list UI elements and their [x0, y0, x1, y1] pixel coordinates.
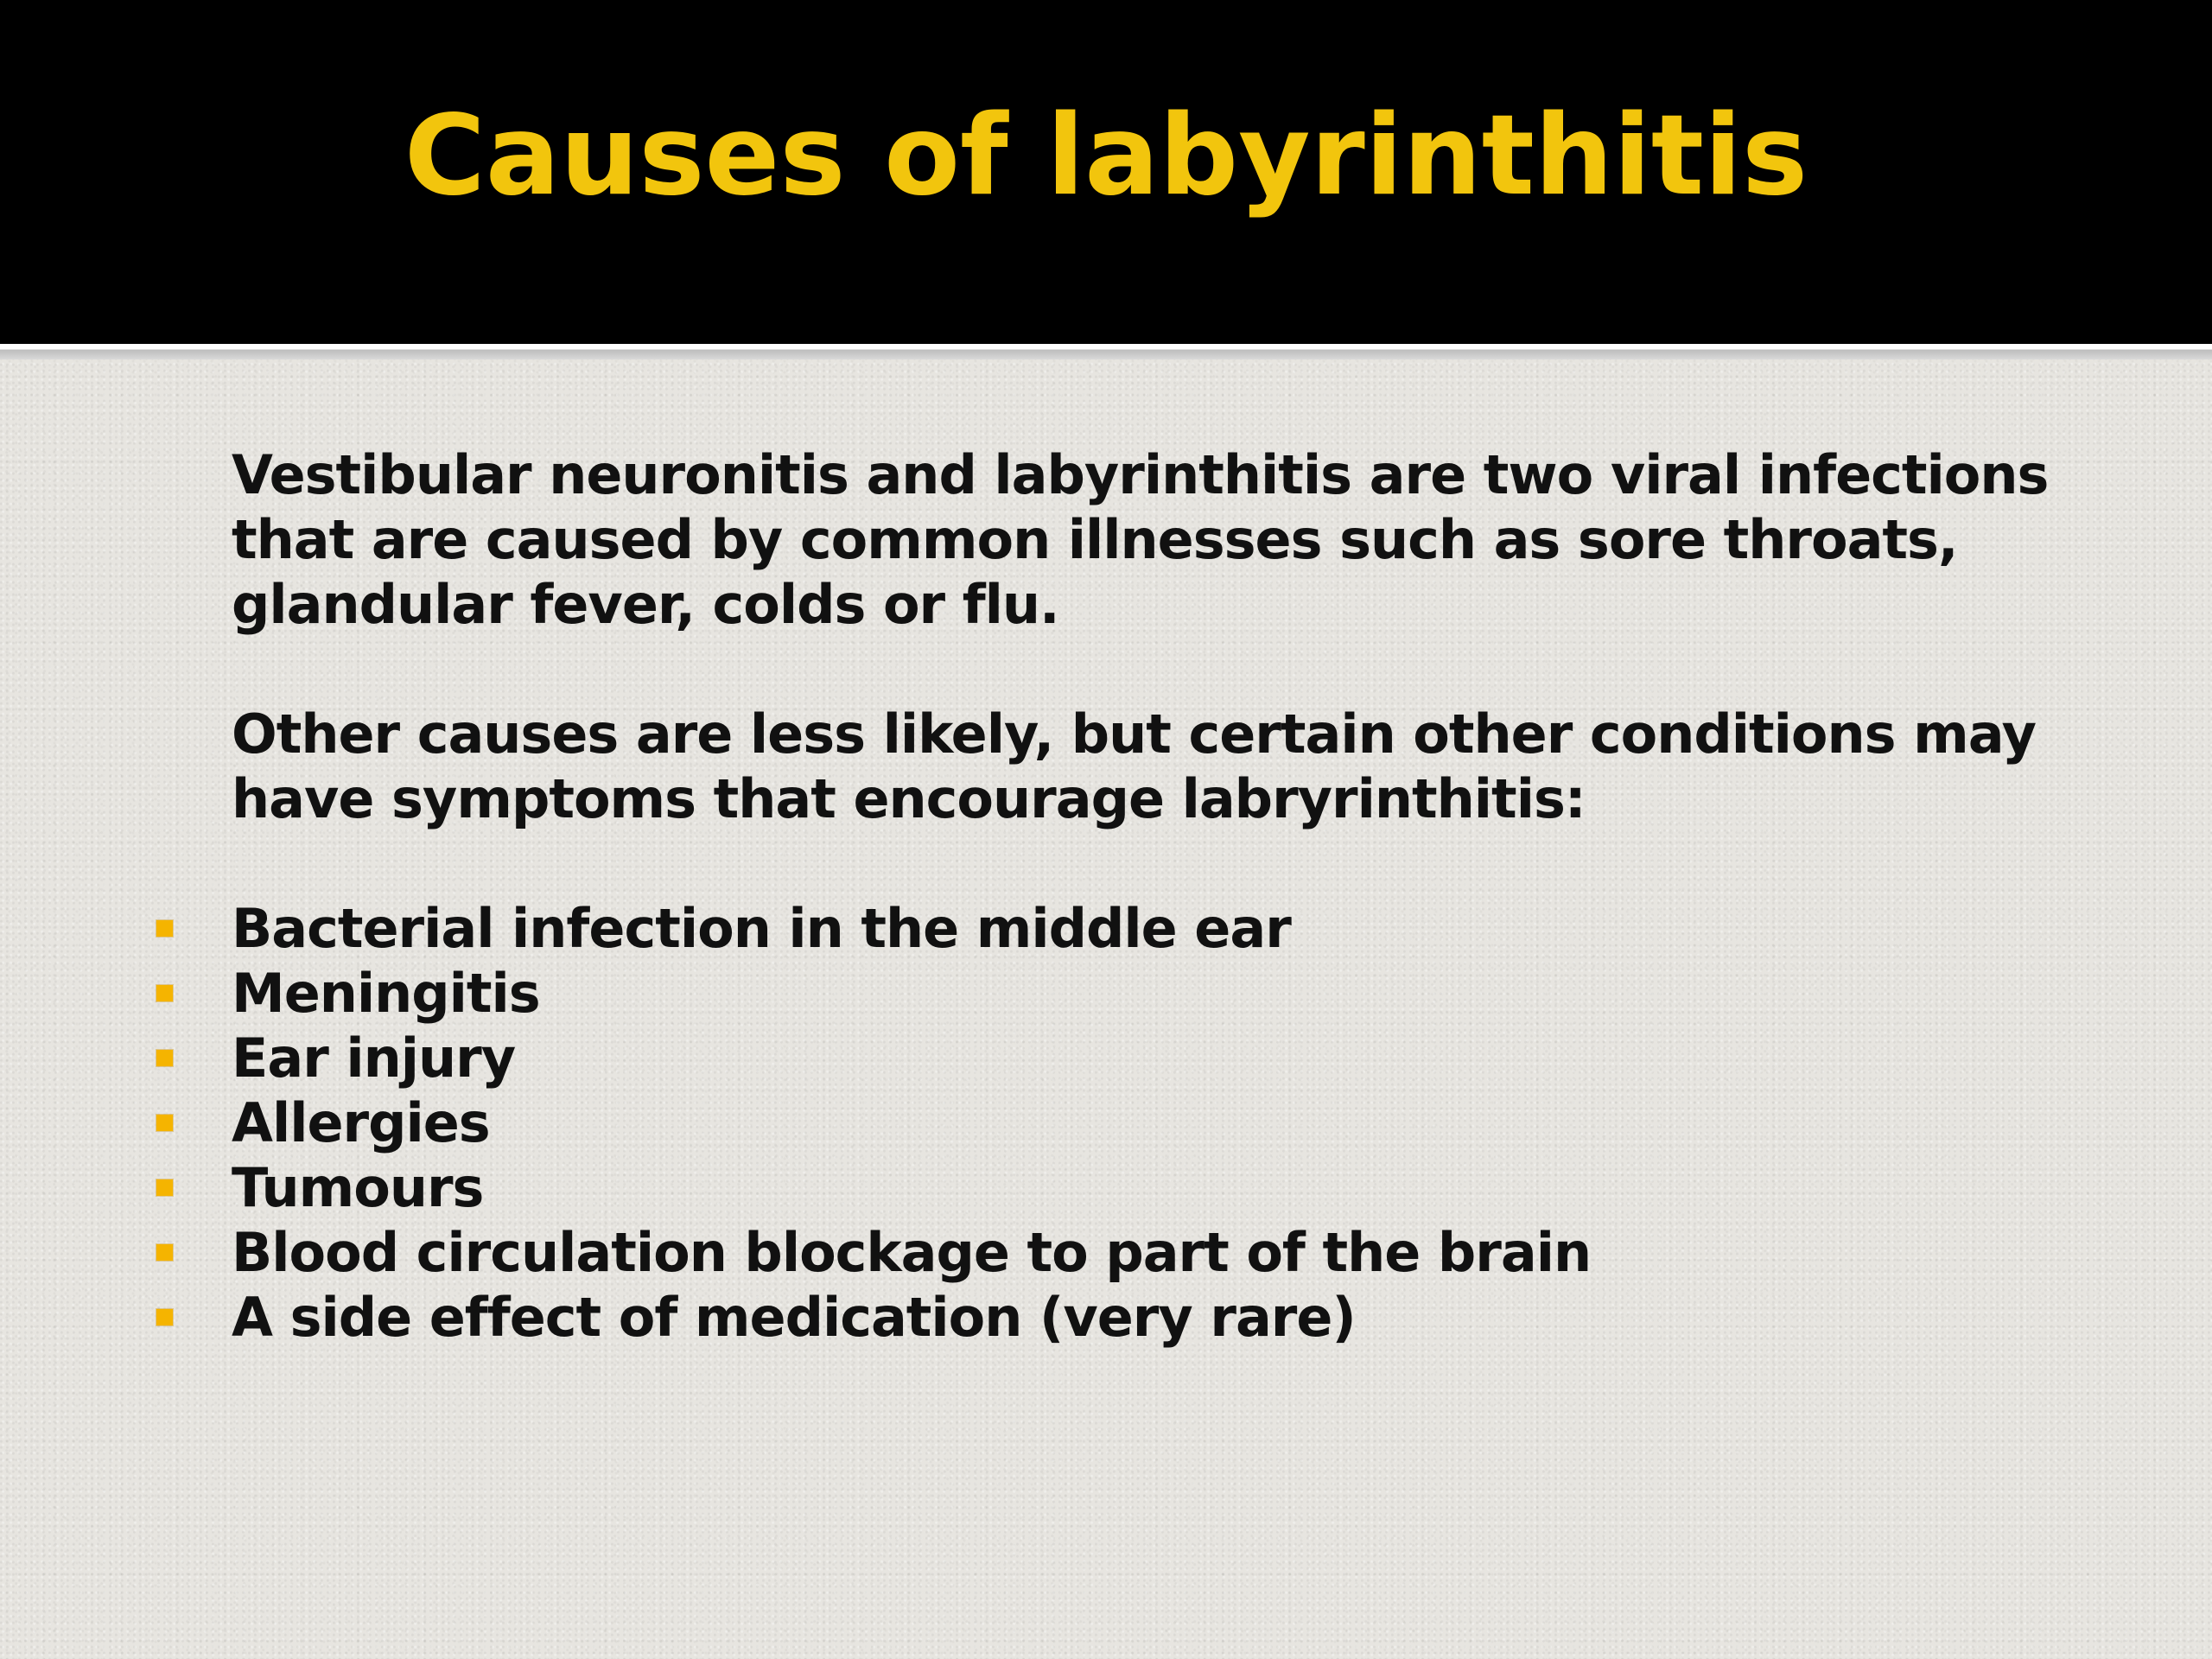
list-item-text: Bacterial infection in the middle ear	[232, 897, 1291, 960]
intro-paragraph: Vestibular neuronitis and labyrinthitis are two viral infections that are caused by common illnesses such as sore throats, glandular fever, colds or flu.	[232, 443, 2049, 636]
list-item-text: Ear injury	[232, 1027, 516, 1090]
square-bullet-icon	[156, 1309, 173, 1325]
square-bullet-icon	[156, 920, 173, 937]
causes-list	[232, 896, 2133, 1350]
list-item-text: Allergies	[232, 1091, 490, 1154]
square-bullet-icon	[156, 1115, 173, 1131]
list-item	[232, 1220, 2133, 1285]
square-bullet-icon	[156, 1050, 173, 1066]
slide-content	[232, 442, 2133, 1350]
title-divider	[0, 344, 2212, 359]
list-item-text: Meningitis	[232, 962, 540, 1025]
list-item-text: A side effect of medication (very rare)	[232, 1286, 1356, 1349]
list-item	[232, 1155, 2133, 1220]
square-bullet-icon	[156, 985, 173, 1001]
list-item	[232, 1285, 2133, 1350]
square-bullet-icon	[156, 1179, 173, 1196]
list-item	[232, 961, 2133, 1026]
slide-title: Causes of labyrinthitis	[404, 92, 1808, 220]
list-item-text: Tumours	[232, 1156, 484, 1219]
list-item	[232, 1090, 2133, 1155]
other-causes-paragraph: Other causes are less likely, but certain other conditions may have symptoms that encourage labryrinthitis:	[232, 702, 2037, 830]
title-bar	[0, 0, 2212, 344]
square-bullet-icon	[156, 1244, 173, 1261]
list-item	[232, 1026, 2133, 1090]
list-item	[232, 896, 2133, 961]
list-item-text: Blood circulation blockage to part of the brain	[232, 1221, 1592, 1284]
